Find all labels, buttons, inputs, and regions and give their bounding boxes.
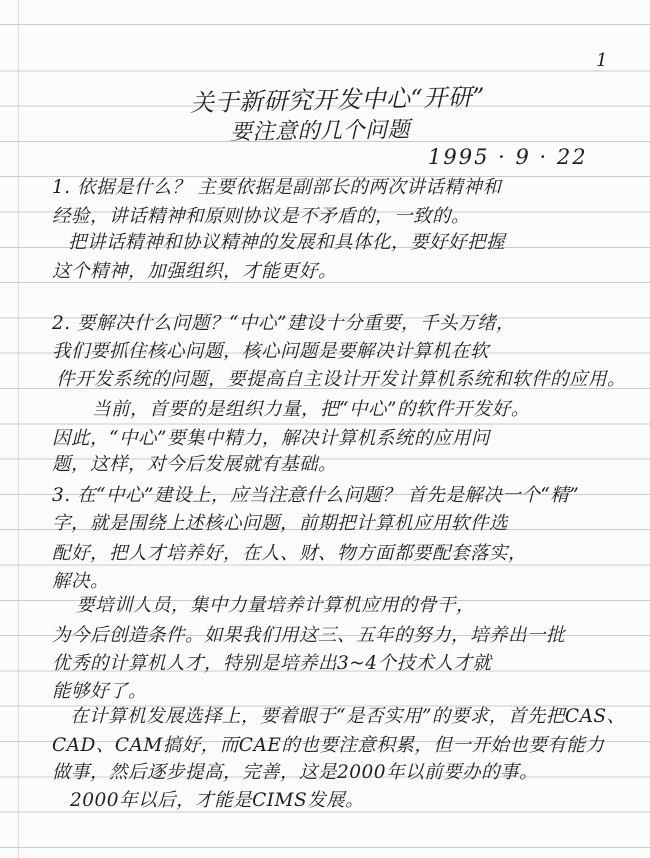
- body-line: CAD、CAM搞好，而CAE的也要注意积累，但一开始也要有能力: [52, 735, 605, 756]
- body-line: 件开发系统的问题，要提高自主设计开发计算机系统和软件的应用。: [56, 369, 627, 390]
- title-line-2: 要注意的几个问题: [229, 117, 411, 146]
- body-line: 1. 依据是什么？ 主要依据是副部长的两次讲话精神和: [52, 177, 502, 198]
- body-line: 这个精神，加强组织，才能更好。: [52, 261, 338, 282]
- body-line: 字，就是围绕上述核心问题，前期把计算机应用软件选: [52, 513, 509, 534]
- margin-rule: [18, 0, 19, 858]
- body-line: 在计算机发展选择上，要着眼于“是否实用”的要求，首先把CAS、: [70, 706, 626, 727]
- body-line: 我们要抓住核心问题，核心问题是要解决计算机在软: [52, 341, 490, 362]
- body-line: 2000年以后，才能是CIMS发展。: [70, 790, 365, 811]
- body-line: 3. 在“中心”建设上，应当注意什么问题？ 首先是解决一个“精”: [52, 485, 580, 506]
- date: 1995 · 9 · 22: [428, 145, 588, 169]
- body-line: 为今后创造条件。如果我们用这三、五年的努力，培养出一批: [52, 625, 566, 646]
- body-line: 配好，把人才培养好，在人、财、物方面都要配套落实，: [52, 543, 528, 564]
- body-line: 因此，“中心”要集中精力，解决计算机系统的应用问: [52, 428, 490, 449]
- body-line: 优秀的计算机人才，特别是培养出3~4个技术人才就: [52, 653, 492, 674]
- body-line: 要培训人员，集中力量培养计算机应用的骨干，: [76, 595, 476, 616]
- body-line: 解决。: [52, 571, 110, 592]
- body-line: 经验，讲话精神和原则协议是不矛盾的，一致的。: [52, 206, 471, 227]
- body-line: 当前，首要的是组织力量，把“中心”的软件开发好。: [92, 399, 530, 420]
- body-line: 把讲话精神和协议精神的发展和具体化，要好好把握: [68, 232, 506, 253]
- body-line: 2. 要解决什么问题？“中心”建设十分重要，千头万绪，: [52, 313, 515, 334]
- body-line: 能够好了。: [52, 681, 148, 702]
- page-number: 1: [596, 50, 608, 71]
- title-line-1: 关于新研究开发中心“开研”: [189, 82, 486, 118]
- body-line: 做事，然后逐步提高，完善，这是2000年以前要办的事。: [52, 762, 539, 783]
- body-line: 题，这样，对今后发展就有基础。: [52, 454, 338, 475]
